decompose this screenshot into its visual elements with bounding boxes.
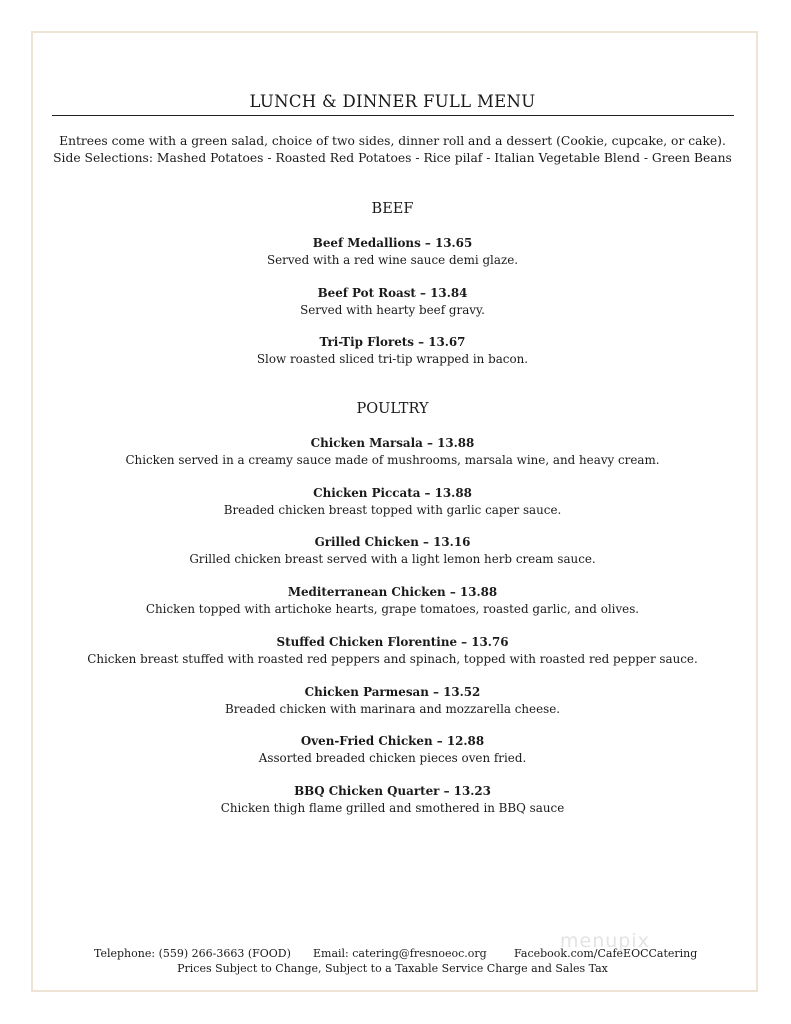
- item-name: Beef Pot Roast – 13.84: [317, 286, 468, 300]
- menu-item: [0, 435, 785, 469]
- item-description: Chicken breast stuffed with roasted red peppers and spinach, topped with roasted red pepper sauce.: [87, 652, 698, 666]
- item-name: Chicken Parmesan – 13.52: [304, 685, 481, 699]
- footer-email[interactable]: Email: catering@fresnoeoc.org: [313, 947, 487, 960]
- section-heading-beef: BEEF: [371, 201, 414, 217]
- item-name: Chicken Piccata – 13.88: [313, 486, 472, 500]
- intro-line-sides: Side Selections: Mashed Potatoes - Roasted Red Potatoes - Rice pilaf - Italian Vegetable Blend - Green Beans: [53, 151, 732, 165]
- menu-item: [0, 534, 785, 568]
- menu-item: [0, 235, 785, 269]
- item-name: Oven-Fried Chicken – 12.88: [300, 734, 485, 748]
- menu-intro: [0, 133, 785, 167]
- watermark-logo: menupix: [560, 930, 650, 952]
- item-name: Tri-Tip Florets – 13.67: [319, 335, 466, 349]
- menu-item: [0, 634, 785, 668]
- footer-note: Prices Subject to Change, Subject to a Taxable Service Charge and Sales Tax: [177, 962, 608, 975]
- menu-item: [0, 684, 785, 718]
- menu-item: [0, 334, 785, 368]
- item-name: BBQ Chicken Quarter – 13.23: [294, 784, 491, 798]
- section-heading-poultry: POULTRY: [356, 401, 429, 417]
- item-name: Chicken Marsala – 13.88: [310, 436, 475, 450]
- item-description: Chicken topped with artichoke hearts, grape tomatoes, roasted garlic, and olives.: [145, 602, 640, 616]
- item-name: Stuffed Chicken Florentine – 13.76: [276, 635, 509, 649]
- menu-item: [0, 584, 785, 618]
- menu-title: LUNCH & DINNER FULL MENU: [249, 92, 536, 111]
- item-name: Grilled Chicken – 13.16: [314, 535, 471, 549]
- item-name: Mediterranean Chicken – 13.88: [287, 585, 498, 599]
- menu-item: [0, 485, 785, 519]
- item-name: Beef Medallions – 13.65: [312, 236, 473, 250]
- item-description: Slow roasted sliced tri-tip wrapped in bacon.: [256, 352, 529, 366]
- footer-facebook[interactable]: Facebook.com/CafeEOCCatering: [514, 947, 698, 960]
- menu-item: [0, 783, 785, 817]
- item-description: Grilled chicken breast served with a light lemon herb cream sauce.: [189, 552, 596, 566]
- footer-telephone: Telephone: (559) 266-3663 (FOOD): [94, 947, 291, 960]
- menu-item: [0, 285, 785, 319]
- item-description: Breaded chicken breast topped with garlic caper sauce.: [223, 503, 562, 517]
- item-description: Served with hearty beef gravy.: [300, 303, 485, 317]
- menu-item: [0, 733, 785, 767]
- item-description: Chicken thigh flame grilled and smothered in BBQ sauce: [220, 801, 565, 815]
- item-description: Breaded chicken with marinara and mozzarella cheese.: [224, 702, 561, 716]
- intro-line-entrees: Entrees come with a green salad, choice of two sides, dinner roll and a dessert (Cookie, cupcake, or cake).: [59, 134, 726, 148]
- title-rule: [52, 115, 734, 116]
- item-description: Chicken served in a creamy sauce made of mushrooms, marsala wine, and heavy cream.: [125, 453, 660, 467]
- item-description: Assorted breaded chicken pieces oven fried.: [258, 751, 527, 765]
- item-description: Served with a red wine sauce demi glaze.: [266, 253, 519, 267]
- footer: [0, 946, 785, 976]
